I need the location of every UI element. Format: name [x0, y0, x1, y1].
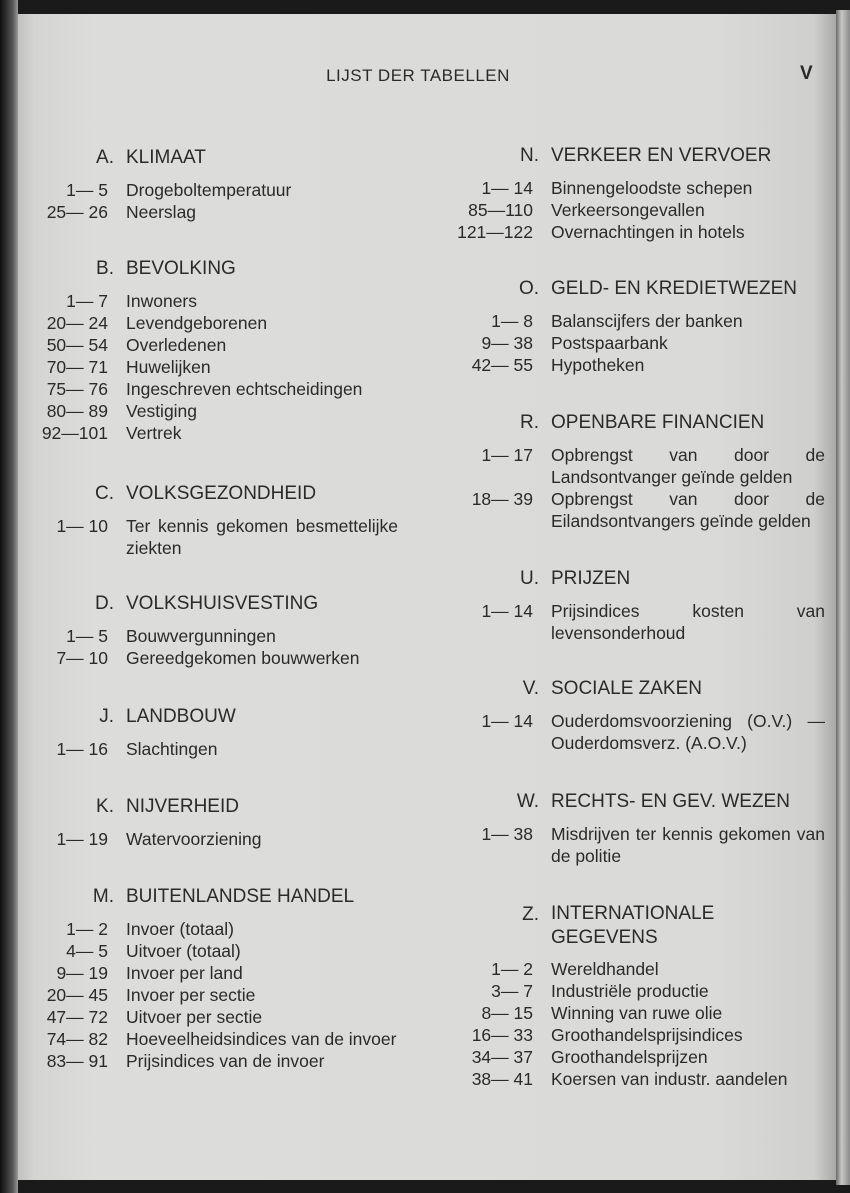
- table-title: Neerslag: [126, 202, 197, 222]
- section-heading: [95, 481, 398, 515]
- table-range: 1— 2: [491, 959, 533, 979]
- table-range: 47— 72: [46, 1007, 108, 1027]
- list-item: [457, 221, 825, 243]
- section-heading: [520, 143, 825, 177]
- table-title: Groothandelsprijsindices: [551, 1025, 743, 1045]
- table-title: Opbrengst van door de Landsontvanger geïnde gelden: [551, 445, 825, 487]
- section-letter: C.: [95, 483, 114, 504]
- table-range: 8— 15: [481, 1003, 533, 1023]
- section-title: KLIMAAT: [126, 147, 206, 168]
- section-letter: R.: [520, 412, 539, 433]
- table-range: 9— 38: [481, 333, 533, 353]
- section-title: LANDBOUW: [126, 706, 236, 727]
- section-heading: [522, 902, 825, 958]
- table-range: 85—110: [468, 200, 533, 220]
- table-range: 83— 91: [46, 1051, 108, 1071]
- section-title: BEVOLKING: [126, 258, 236, 279]
- table-range: 1— 38: [481, 824, 533, 844]
- list-item: [41, 422, 398, 444]
- section: [471, 276, 825, 376]
- section: [56, 481, 398, 559]
- section-letter: B.: [96, 258, 114, 279]
- table-range: 80— 89: [46, 401, 108, 421]
- table-title: Ouderdomsvoorziening (O.V.) — Ouderdomsverz. (A.O.V.): [551, 711, 825, 753]
- table-title: Uitvoer per sectie: [126, 1007, 263, 1027]
- table-range: 16— 33: [471, 1025, 533, 1045]
- table-title: Inwoners: [126, 291, 198, 311]
- table-title: Postspaarbank: [551, 333, 668, 353]
- list-item: [481, 332, 825, 354]
- section-heading: [520, 410, 825, 444]
- section-title: VERKEER EN VERVOER: [551, 145, 772, 166]
- list-item: [481, 600, 825, 644]
- table-title: Vertrek: [126, 423, 182, 443]
- table-range: 1— 14: [481, 601, 533, 621]
- table-title: Groothandelsprijzen: [551, 1047, 708, 1067]
- table-title: Gereedgekomen bouwwerken: [126, 648, 360, 668]
- table-range: 4— 5: [66, 941, 108, 961]
- table-title: Verkeersongevallen: [551, 200, 705, 220]
- table-title: Opbrengst van door de Eilandsontvangers geïnde gelden: [551, 489, 825, 531]
- list-item: [46, 1006, 398, 1028]
- section-letter: M.: [92, 886, 114, 907]
- table-title: Vestiging: [126, 401, 198, 421]
- table-range: 75— 76: [46, 379, 108, 399]
- list-item: [46, 984, 398, 1006]
- table-range: 1— 7: [66, 291, 108, 311]
- table-title: Prijsindices kosten van levensonderhoud: [551, 601, 825, 643]
- table-range: 1— 19: [56, 829, 108, 849]
- list-item: [46, 1028, 398, 1050]
- table-range: 9— 19: [56, 963, 108, 983]
- section: [56, 704, 398, 760]
- list-item: [471, 354, 825, 376]
- section-title: SOCIALE ZAKEN: [551, 678, 702, 699]
- list-item: [56, 962, 398, 984]
- section-letter: J.: [99, 706, 114, 727]
- table-title: Prijsindices van de invoer: [126, 1051, 325, 1071]
- section: [56, 591, 398, 669]
- table-range: 18— 39: [471, 489, 533, 509]
- table-range: 1— 14: [481, 178, 533, 198]
- list-item: [471, 1068, 825, 1090]
- table-title: Wereldhandel: [551, 959, 659, 979]
- table-range: 7— 10: [56, 648, 108, 668]
- list-item: [46, 356, 398, 378]
- list-item: [481, 177, 825, 199]
- section: [56, 794, 398, 850]
- section-letter: A.: [96, 147, 114, 168]
- table-title: Overnachtingen in hotels: [551, 222, 745, 242]
- section: [481, 676, 825, 754]
- section: [471, 410, 825, 532]
- list-item: [56, 828, 398, 850]
- table-title: Winning van ruwe olie: [551, 1003, 723, 1023]
- table-range: 3— 7: [491, 981, 533, 1001]
- section-title: NIJVERHEID: [126, 796, 239, 817]
- list-item: [471, 488, 825, 532]
- table-title: Overledenen: [126, 335, 227, 355]
- list-item: [471, 1024, 825, 1046]
- table-range: 70— 71: [46, 357, 108, 377]
- section-letter: N.: [520, 145, 539, 166]
- section-letter: O.: [518, 278, 539, 299]
- table-range: 1— 5: [66, 626, 108, 646]
- table-range: 20— 45: [46, 985, 108, 1005]
- page-edge: [836, 10, 850, 1185]
- list-item: [56, 515, 398, 559]
- table-range: 42— 55: [471, 355, 533, 375]
- page-title: LIJST DER TABELLEN: [326, 66, 510, 85]
- table-title: Koersen van industr. aandelen: [551, 1069, 788, 1089]
- table-title: Invoer (totaal): [126, 919, 234, 939]
- table-range: 1— 5: [66, 180, 108, 200]
- section-heading: [518, 276, 825, 310]
- section-title: INTERNATIONALE GEGEVENS: [551, 903, 715, 948]
- section-letter: Z.: [522, 904, 539, 925]
- list-item: [481, 444, 825, 488]
- table-title: Hoeveelheidsindices van de invoer: [126, 1029, 397, 1049]
- page-number: V: [800, 63, 813, 84]
- list-item: [491, 980, 825, 1002]
- table-title: Binnengeloodste schepen: [551, 178, 753, 198]
- section-heading: [95, 591, 398, 625]
- list-item: [46, 378, 398, 400]
- list-item: [491, 310, 825, 332]
- list-item: [46, 312, 398, 334]
- table-range: 38— 41: [471, 1069, 533, 1089]
- section-heading: [522, 676, 825, 710]
- section: [471, 902, 825, 1090]
- book-gutter: [0, 0, 18, 1193]
- table-range: 1— 16: [56, 739, 108, 759]
- list-item: [66, 290, 398, 312]
- list-item: [66, 179, 398, 201]
- section-title: OPENBARE FINANCIEN: [551, 412, 765, 433]
- table-range: 1— 2: [66, 919, 108, 939]
- table-title: Huwelijken: [126, 357, 211, 377]
- list-item: [56, 647, 398, 669]
- section: [481, 789, 825, 867]
- section-heading: [99, 704, 398, 738]
- table-range: 50— 54: [46, 335, 108, 355]
- table-title: Slachtingen: [126, 739, 218, 759]
- section-letter: U.: [520, 568, 539, 589]
- section-title: GELD- EN KREDIETWEZEN: [551, 278, 797, 299]
- table-title: Balanscijfers der banken: [551, 311, 743, 331]
- table-range: 25— 26: [46, 202, 108, 222]
- table-range: 121—122: [457, 222, 533, 242]
- section-heading: [92, 884, 398, 918]
- list-item: [46, 334, 398, 356]
- table-range: 1— 8: [491, 311, 533, 331]
- table-title: Ter kennis gekomen besmettelijke ziekten: [126, 516, 398, 558]
- table-range: 20— 24: [46, 313, 108, 333]
- list-item: [66, 940, 398, 962]
- section-heading: [96, 794, 398, 828]
- list-item: [491, 958, 825, 980]
- section: [46, 145, 398, 223]
- section: [457, 143, 825, 243]
- section-title: VOLKSGEZONDHEID: [126, 483, 317, 504]
- section-letter: D.: [95, 593, 114, 614]
- table-title: Bouwvergunningen: [126, 626, 276, 646]
- list-item: [481, 823, 825, 867]
- list-item: [46, 1050, 398, 1072]
- table-range: 92—101: [41, 423, 108, 443]
- list-item: [481, 1002, 825, 1024]
- list-item: [468, 199, 825, 221]
- section-letter: K.: [96, 796, 114, 817]
- table-title: Industriële productie: [551, 981, 709, 1001]
- table-range: 74— 82: [46, 1029, 108, 1049]
- section-title: RECHTS- EN GEV. WEZEN: [551, 791, 790, 812]
- section-title: PRIJZEN: [551, 568, 631, 589]
- section: [41, 256, 398, 444]
- table-title: Drogeboltemperatuur: [126, 180, 292, 200]
- list-item: [66, 625, 398, 647]
- list-item: [56, 738, 398, 760]
- section-heading: [516, 789, 825, 823]
- table-range: 1— 17: [481, 445, 533, 465]
- section-title: VOLKSHUISVESTING: [126, 593, 319, 614]
- list-item: [66, 918, 398, 940]
- list-item: [481, 710, 825, 754]
- list-item: [46, 400, 398, 422]
- table-title: Levendgeborenen: [126, 313, 268, 333]
- section: [46, 884, 398, 1072]
- table-title: Uitvoer (totaal): [126, 941, 241, 961]
- list-item: [471, 1046, 825, 1068]
- table-title: Watervoorziening: [126, 829, 262, 849]
- table-title: Hypotheken: [551, 355, 645, 375]
- list-item: [46, 201, 398, 223]
- section-letter: V.: [522, 678, 539, 699]
- table-title: Invoer per sectie: [126, 985, 256, 1005]
- table-title: Invoer per land: [126, 963, 243, 983]
- table-range: 1— 14: [481, 711, 533, 731]
- section-heading: [520, 566, 825, 600]
- table-title: Ingeschreven echtscheidingen: [126, 379, 363, 399]
- section: [481, 566, 825, 644]
- table-range: 1— 10: [56, 516, 108, 536]
- section-heading: [96, 256, 398, 290]
- section-heading: [96, 145, 398, 179]
- table-range: 34— 37: [471, 1047, 533, 1067]
- table-title: Misdrijven ter kennis gekomen van de politie: [551, 824, 825, 866]
- section-letter: W.: [516, 791, 539, 812]
- section-title: BUITENLANDSE HANDEL: [126, 886, 355, 907]
